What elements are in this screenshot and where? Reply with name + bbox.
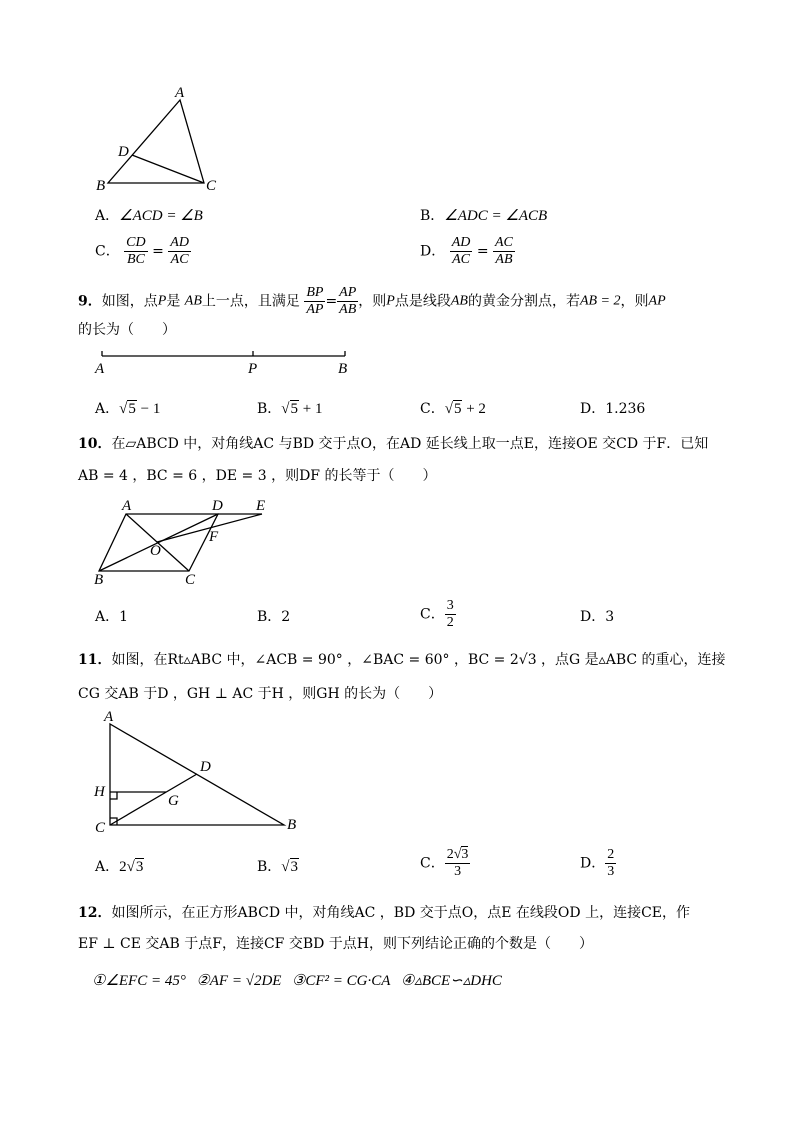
q9-option-b[interactable]: B．√5 + 1: [257, 401, 323, 417]
option-letter: C．: [95, 243, 120, 260]
right-angle-h: [110, 792, 117, 799]
fraction: $\frac{2}{3}$: [607, 847, 615, 879]
q12-conclusions: [92, 971, 502, 991]
q10-option-d[interactable]: D．3: [580, 609, 615, 625]
fraction: $\frac{AD}{AC}$: [451, 235, 471, 267]
q9-option-d[interactable]: D．1.236: [580, 401, 646, 417]
q11-stem-line2: CG 交AB 于D ，GH ⊥ AC 于H ，则GH 的长为（ ）: [78, 686, 443, 702]
label-B: B: [338, 361, 348, 377]
q9-option-a[interactable]: A．√5 − 1: [95, 401, 161, 417]
label-A: A: [95, 361, 105, 377]
conclusion-2: ②AF = √2DE: [196, 973, 282, 989]
label-E: E: [256, 498, 266, 514]
q12-stem-line1: 12．如图所示，在正方形ABCD 中，对角线AC ，BD 交于点O，点E 在线段OD 上，连接CE，作: [78, 905, 690, 921]
question-number: 9．: [78, 293, 102, 310]
conclusion-1: ①∠EFC = 45°: [92, 973, 186, 989]
q10-option-a[interactable]: A．1: [95, 609, 129, 625]
label-P: P: [248, 361, 258, 377]
segment-cd: [110, 774, 197, 825]
fraction: $\frac{AC}{AB}$: [495, 235, 513, 267]
option-letter: B．: [420, 208, 445, 224]
fraction: $\frac{BP}{AP}$: [306, 285, 324, 317]
q10-stem-line2: AB = 4 ，BC = 6 ，DE = 3 ，则DF 的长等于（ ）: [78, 468, 437, 484]
q10-stem-line1: 10．在▱ABCD 中，对角线AC 与BD 交于点O，在AD 延长线上取一点E，连接OE 交CD 于F．已知: [78, 436, 709, 452]
label-C: C: [95, 820, 106, 836]
fraction: $\frac{CD}{BC}$: [126, 235, 146, 267]
label-A: A: [104, 709, 114, 725]
q9-option-c[interactable]: C．√5 + 2: [420, 401, 486, 417]
option-text: ∠ACD = ∠B: [119, 208, 203, 224]
question-number: 11．: [78, 652, 112, 668]
label-D: D: [200, 759, 211, 775]
question-number: 10．: [78, 436, 112, 452]
label-D: D: [212, 498, 223, 514]
q9-stem-line1: 9．如图，点P是 AB上一点，且满足 $\frac{BP}{AP}$ = $\frac{AP}{AB}$ ，则P点是线段AB的黄金分割点，若AB = 2，则AP: [78, 285, 666, 317]
fraction: $\frac{AP}{AB}$: [339, 285, 357, 317]
q11-option-c[interactable]: C． $\frac{2√3}{3}$: [420, 847, 469, 879]
label-A: A: [175, 85, 185, 101]
q8-option-c[interactable]: C． $\frac{CD}{BC}$ = $\frac{AD}{AC}$: [95, 235, 189, 267]
q11-option-a[interactable]: A．2√3: [95, 859, 144, 875]
conclusion-4: ④▵BCE∽▵DHC: [400, 973, 502, 989]
fraction: $\frac{AD}{AC}$: [170, 235, 189, 267]
conclusion-3: ③CF² = CG·CA: [291, 973, 391, 989]
question-number: 12．: [78, 905, 112, 921]
label-H: H: [94, 784, 105, 800]
label-O: O: [150, 543, 161, 559]
label-B: B: [94, 572, 104, 588]
q11-option-d[interactable]: D． $\frac{2}{3}$: [580, 847, 615, 879]
label-F: F: [209, 529, 219, 545]
option-letter: D．: [420, 243, 446, 260]
label-C: C: [185, 572, 196, 588]
q11-stem-line1: 11．如图，在Rt▵ABC 中，∠ACB = 90° ，∠BAC = 60° ，BC = 2√3 ，点G 是▵ABC 的重心，连接: [78, 652, 726, 668]
q9-stem-line2: 的长为（ ）: [78, 322, 176, 338]
label-B: B: [287, 817, 297, 833]
label-D: D: [118, 144, 129, 160]
q11-option-b[interactable]: B．√3: [257, 859, 299, 875]
label-A: A: [122, 498, 132, 514]
fraction: $\frac{3}{2}$: [446, 598, 454, 630]
option-letter: A．: [95, 208, 120, 224]
q12-stem-line2: EF ⊥ CE 交AB 于点F，连接CF 交BD 于点H，则下列结论正确的个数是（ ）: [78, 936, 593, 952]
q10-option-c[interactable]: C． $\frac{3}{2}$: [420, 598, 454, 630]
label-B: B: [96, 178, 106, 194]
q10-option-b[interactable]: B．2: [257, 609, 291, 625]
label-G: G: [168, 793, 179, 809]
option-text: ∠ADC = ∠ACB: [444, 208, 548, 224]
fraction: $\frac{2√3}{3}$: [446, 847, 469, 879]
label-C: C: [206, 178, 217, 194]
q8-option-d[interactable]: D． $\frac{AD}{AC}$ = $\frac{AC}{AB}$: [420, 235, 513, 267]
